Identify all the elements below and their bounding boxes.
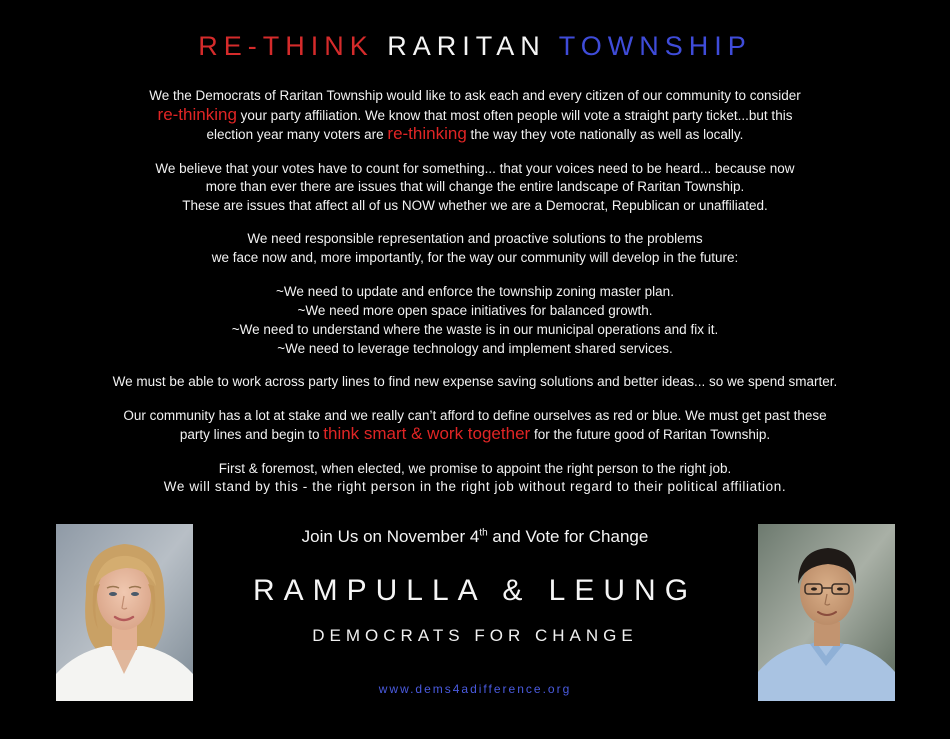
website-link[interactable]: www.dems4adifference.org	[378, 682, 572, 696]
promise-line-2: We will stand by this - the right person in the right job without regard to their political affiliation.	[163, 479, 787, 494]
paragraph-party-lines: We must be able to work across party lines to find new expense saving solutions and better ideas... so we spend smarter.	[112, 374, 838, 389]
paragraph-representation	[40, 230, 910, 267]
join-sup: th	[479, 527, 488, 539]
letter-body	[40, 87, 910, 512]
title-rethink: RE-THINK	[198, 31, 374, 61]
candidate-photo-leung	[758, 524, 895, 701]
paragraph-community	[40, 407, 910, 445]
page-title	[0, 30, 950, 62]
candidate-names: RAMPULLA & LEUNG	[252, 574, 698, 607]
highlight-think-smart: think smart & work together	[323, 424, 531, 443]
paragraph-votes	[40, 160, 910, 216]
title-township: TOWNSHIP	[558, 31, 752, 61]
join-text-a: Join Us on November 4	[301, 527, 480, 546]
highlight-rethinking-1: re-thinking	[157, 104, 237, 124]
community-line-2b: for the future good of Raritan Township.	[533, 427, 771, 442]
highlight-rethinking-2: re-thinking	[387, 124, 467, 143]
representation-line-1: We need responsible representation and proactive solutions to the problems	[247, 231, 703, 246]
list-item: ~We need more open space initiatives for balanced growth.	[297, 303, 653, 318]
promise-line-1: First & foremost, when elected, we promise to appoint the right person to the right job.	[218, 460, 732, 476]
paragraph-promise	[40, 460, 910, 497]
join-us-line	[200, 527, 750, 547]
community-line-1: Our community has a lot at stake and we really can’t afford to define ourselves as red or blue. We must get past these	[123, 407, 827, 423]
votes-line-2: more than ever there are issues that will change the entire landscape of Raritan Township.	[205, 179, 745, 194]
join-text-b: and Vote for Change	[492, 527, 649, 546]
representation-line-2: we face now and, more importantly, for the way our community will develop in the future:	[211, 249, 739, 265]
tagline: DEMOCRATS FOR CHANGE	[312, 626, 638, 645]
title-raritan: RARITAN	[387, 31, 546, 61]
intro-line-3a: election year many voters are	[206, 127, 384, 142]
goals-list	[40, 282, 910, 358]
list-item: ~We need to leverage technology and implement shared services.	[277, 341, 673, 356]
list-item: ~We need to update and enforce the township zoning master plan.	[276, 284, 674, 299]
community-line-2a: party lines and begin to	[179, 427, 320, 442]
intro-line-1: We the Democrats of Raritan Township would like to ask each and every citizen of our community to consider	[149, 88, 801, 103]
list-item: ~We need to understand where the waste is in our municipal operations and fix it.	[231, 322, 719, 337]
votes-line-1: We believe that your votes have to count for something... that your voices need to be heard... because now	[155, 160, 795, 176]
intro-line-3b: the way they vote nationally as well as locally.	[470, 127, 744, 142]
intro-line-2: your party affiliation. We know that most often people will vote a straight party ticket...but this	[240, 107, 793, 123]
votes-line-3: These are issues that affect all of us NOW whether we are a Democrat, Republican or unaffiliated.	[182, 197, 768, 213]
candidate-photo-rampulla	[56, 524, 193, 701]
paragraph-intro	[40, 87, 910, 145]
